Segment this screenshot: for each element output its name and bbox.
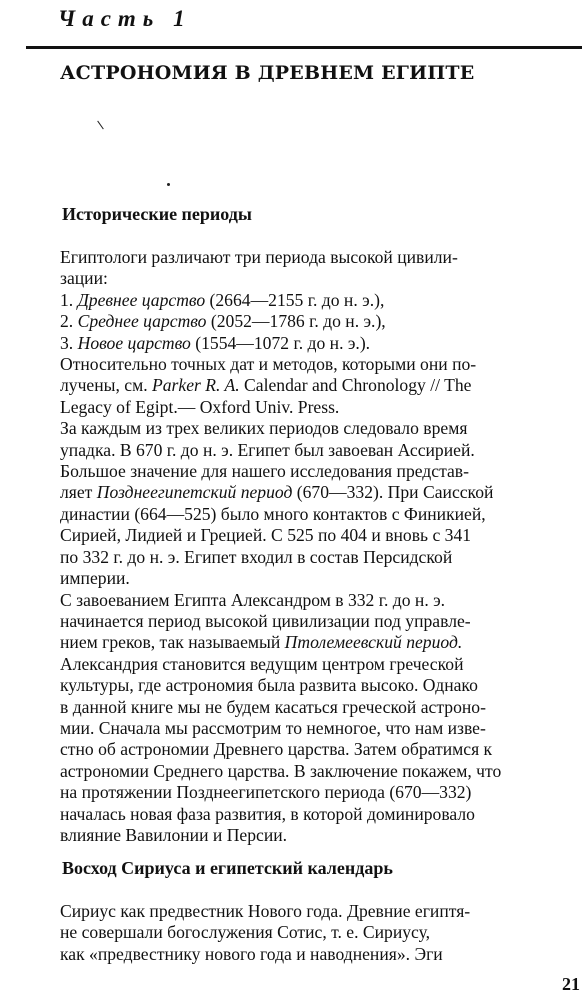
- text-run: ляет: [60, 482, 97, 503]
- paragraph-line: начинается период высокой цивилизации под управле-: [60, 610, 471, 631]
- period-name: Новое царство: [77, 332, 191, 353]
- period-number: 1.: [60, 289, 74, 310]
- paragraph-line: Относительно точных дат и методов, которыми они по-: [60, 354, 477, 375]
- period-item-1: [60, 290, 572, 311]
- period-dates: (2052—1786 г. до н. э.),: [210, 311, 386, 332]
- part-label: Часть 1: [58, 6, 192, 31]
- paragraph-line: Сирией, Лидией и Грецией. С 525 по 404 и вновь с 341: [60, 525, 472, 546]
- paragraph-line: на протяжении Позднеегипетского периода (670—332): [60, 782, 472, 803]
- paragraph-line: по 332 г. до н. э. Египет входил в состав Персидской: [60, 546, 453, 567]
- text-run: Calendar and Chronology // The: [239, 375, 472, 396]
- paragraph-line: астрономии Среднего царства. В заключение покажем, что: [60, 760, 502, 781]
- italic-term: Позднеегипетский период: [96, 482, 293, 503]
- paragraph-line: империи.: [60, 568, 130, 589]
- paragraph-line: С завоеванием Египта Александром в 332 г. до н. э.: [60, 589, 446, 610]
- paragraph-line: в данной книге мы не будем касаться греческой астроно-: [60, 696, 486, 717]
- text-run: лучены, см.: [60, 375, 153, 396]
- section-heading-historical-periods: Исторические периоды: [62, 204, 252, 224]
- paragraph-line: культуры, где астрономия была развита высоко. Однако: [60, 675, 478, 696]
- section-heading-sirius-calendar: Восход Сириуса и египетский календарь: [62, 858, 393, 878]
- chapter-title: АСТРОНОМИЯ В ДРЕВНЕМ ЕГИПТЕ: [60, 62, 475, 84]
- paragraph-line: началась новая фаза развития, в которой доминировало: [60, 803, 475, 824]
- paragraph-line: [60, 632, 572, 653]
- paragraph-line: [60, 375, 572, 396]
- paragraph-line: За каждым из трех великих периодов следовало время: [60, 418, 468, 439]
- section-body-sirius-calendar: [60, 901, 572, 965]
- section-body-historical-periods: [60, 247, 572, 846]
- text-run: нием греков, так называемый: [60, 632, 285, 653]
- page-number: 21: [562, 974, 580, 994]
- paragraph-line: Большое значение для нашего исследования представ-: [60, 461, 469, 482]
- reference-author: Parker R. A.: [152, 375, 240, 396]
- scan-speck: [97, 121, 104, 130]
- period-dates: (1554—1072 г. до н. э.).: [195, 332, 371, 353]
- italic-term: Птолемеевский период.: [284, 632, 463, 653]
- paragraph-line: [60, 482, 572, 503]
- paragraph-line: Legacy of Egipt.— Oxford Univ. Press.: [60, 396, 340, 417]
- text-run: (670—332). При Саисской: [292, 482, 494, 503]
- period-number: 2.: [60, 311, 74, 332]
- paragraph-line: влияние Вавилонии и Персии.: [60, 824, 288, 845]
- paragraph-line: упадка. В 670 г. до н. э. Египет был завоеван Ассирией.: [60, 439, 475, 460]
- paragraph-line: как «предвестнику нового года и наводнения». Эги: [60, 943, 443, 964]
- period-item-2: [60, 311, 572, 332]
- period-name: Древнее царство: [77, 289, 206, 310]
- paragraph-line: стно об астрономии Древнего царства. Затем обратимся к: [60, 739, 493, 760]
- header-rule: [26, 46, 582, 49]
- period-dates: (2664—2155 г. до н. э.),: [209, 289, 385, 310]
- paragraph-line: Сириус как предвестник Нового года. Древние египтя-: [60, 901, 471, 921]
- paragraph-line: мии. Сначала мы рассмотрим то немногое, что нам изве-: [60, 717, 486, 738]
- paragraph-line: не совершали богослужения Сотис, т. е. Сириусу,: [60, 922, 431, 943]
- intro-line: Египтологи различают три периода высокой цивили-: [60, 247, 458, 267]
- period-name: Среднее царство: [77, 311, 207, 332]
- paragraph-line: династии (664—525) было много контактов с Финикией,: [60, 503, 486, 524]
- period-number: 3.: [60, 332, 74, 353]
- scan-speck: [167, 183, 170, 186]
- intro-line: зации:: [60, 268, 108, 289]
- period-item-3: [60, 333, 572, 354]
- paragraph-line: Александрия становится ведущим центром греческой: [60, 653, 464, 674]
